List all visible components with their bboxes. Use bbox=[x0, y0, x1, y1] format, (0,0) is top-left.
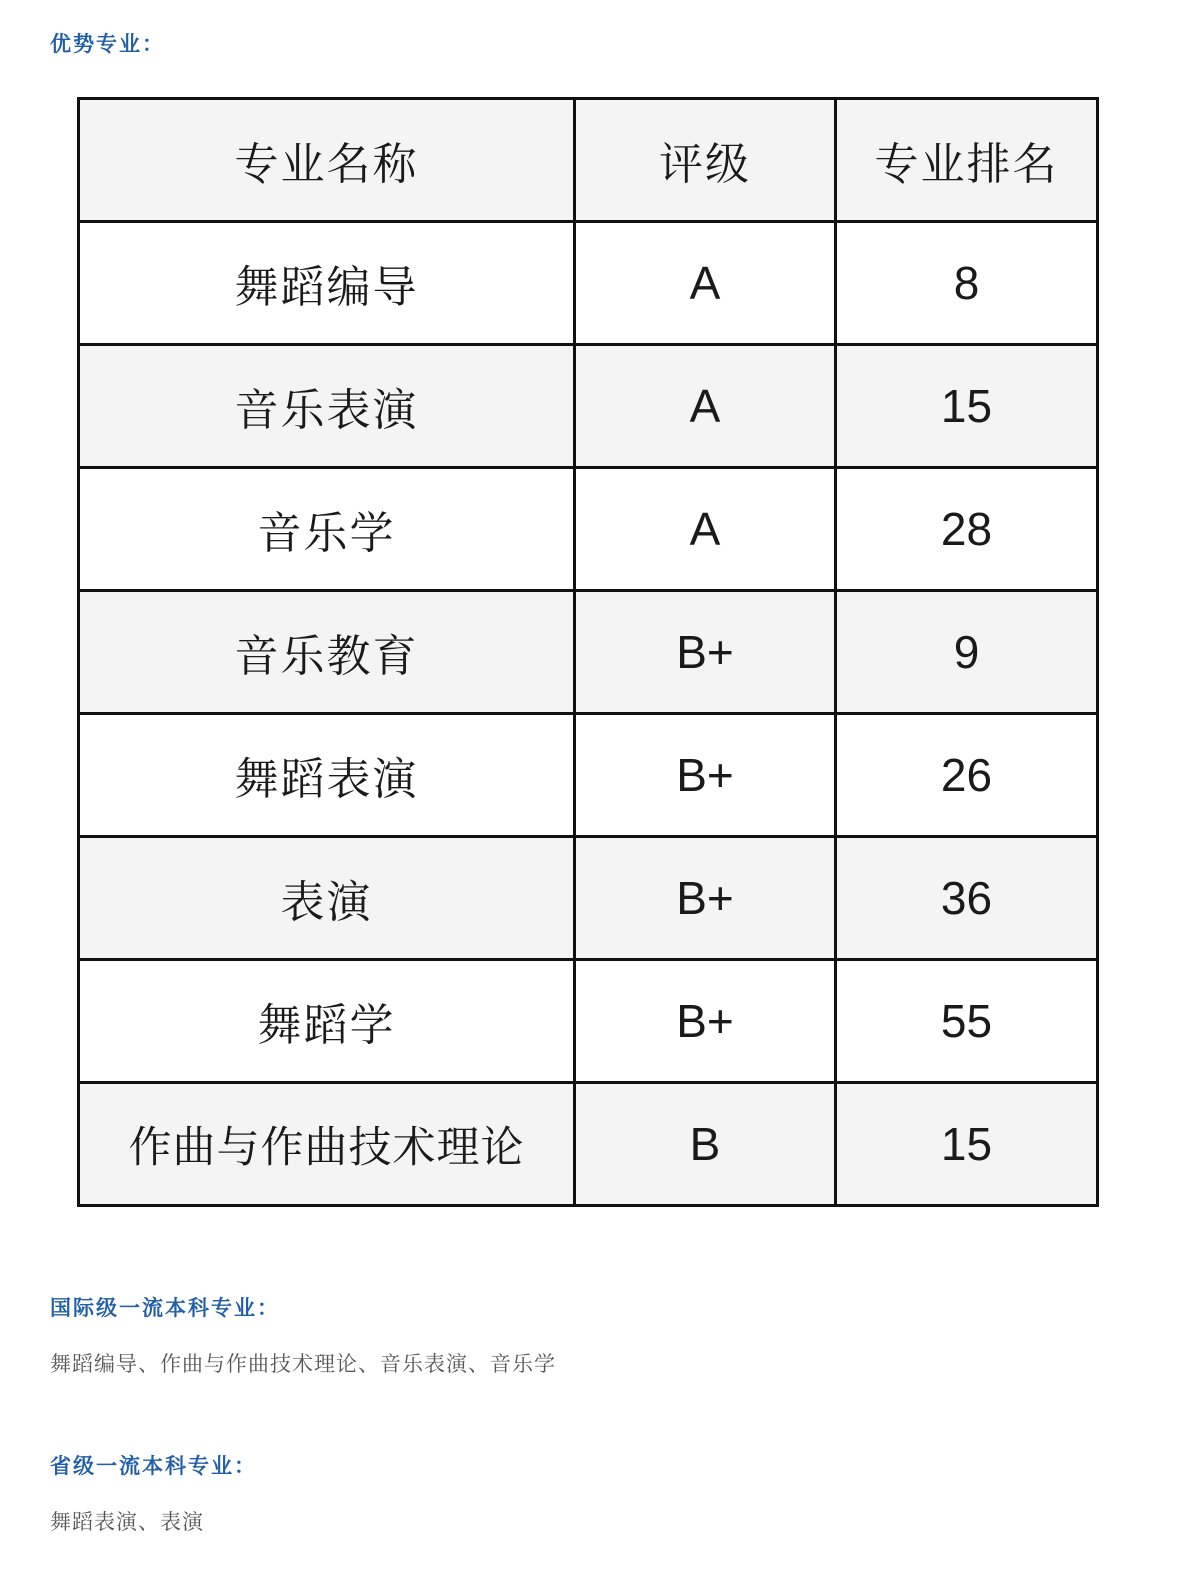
cell-rank: 9 bbox=[836, 591, 1098, 714]
cell-grade: B+ bbox=[575, 837, 836, 960]
cell-grade: B+ bbox=[575, 591, 836, 714]
cell-rank: 8 bbox=[836, 222, 1098, 345]
table-row bbox=[79, 960, 1098, 1083]
table-row bbox=[79, 837, 1098, 960]
section-title-advantage: 优势专业： bbox=[50, 32, 165, 56]
cell-major-name: 表演 bbox=[79, 837, 575, 960]
table-header-row bbox=[79, 99, 1098, 222]
header-grade: 评级 bbox=[575, 99, 836, 222]
cell-grade: A bbox=[575, 345, 836, 468]
cell-major-name: 音乐学 bbox=[79, 468, 575, 591]
cell-grade: B+ bbox=[575, 714, 836, 837]
cell-rank: 28 bbox=[836, 468, 1098, 591]
majors-table-container bbox=[77, 97, 1096, 1205]
cell-grade: A bbox=[575, 222, 836, 345]
cell-major-name: 作曲与作曲技术理论 bbox=[79, 1083, 575, 1206]
provincial-majors-list: 舞蹈表演、表演 bbox=[50, 1510, 204, 1534]
cell-grade: B bbox=[575, 1083, 836, 1206]
section-title-provincial: 省级一流本科专业： bbox=[50, 1454, 257, 1478]
cell-major-name: 音乐表演 bbox=[79, 345, 575, 468]
cell-rank: 15 bbox=[836, 1083, 1098, 1206]
table-row bbox=[79, 222, 1098, 345]
table-row bbox=[79, 1083, 1098, 1206]
table-row bbox=[79, 591, 1098, 714]
cell-major-name: 舞蹈编导 bbox=[79, 222, 575, 345]
cell-rank: 15 bbox=[836, 345, 1098, 468]
table-row bbox=[79, 345, 1098, 468]
majors-table bbox=[77, 97, 1099, 1207]
header-major-name: 专业名称 bbox=[79, 99, 575, 222]
table-row bbox=[79, 468, 1098, 591]
cell-major-name: 舞蹈表演 bbox=[79, 714, 575, 837]
national-majors-list: 舞蹈编导、作曲与作曲技术理论、音乐表演、音乐学 bbox=[50, 1352, 556, 1376]
section-title-national: 国际级一流本科专业： bbox=[50, 1296, 280, 1320]
table-row bbox=[79, 714, 1098, 837]
cell-rank: 26 bbox=[836, 714, 1098, 837]
cell-grade: B+ bbox=[575, 960, 836, 1083]
cell-rank: 55 bbox=[836, 960, 1098, 1083]
cell-major-name: 音乐教育 bbox=[79, 591, 575, 714]
header-rank: 专业排名 bbox=[836, 99, 1098, 222]
cell-grade: A bbox=[575, 468, 836, 591]
cell-rank: 36 bbox=[836, 837, 1098, 960]
cell-major-name: 舞蹈学 bbox=[79, 960, 575, 1083]
